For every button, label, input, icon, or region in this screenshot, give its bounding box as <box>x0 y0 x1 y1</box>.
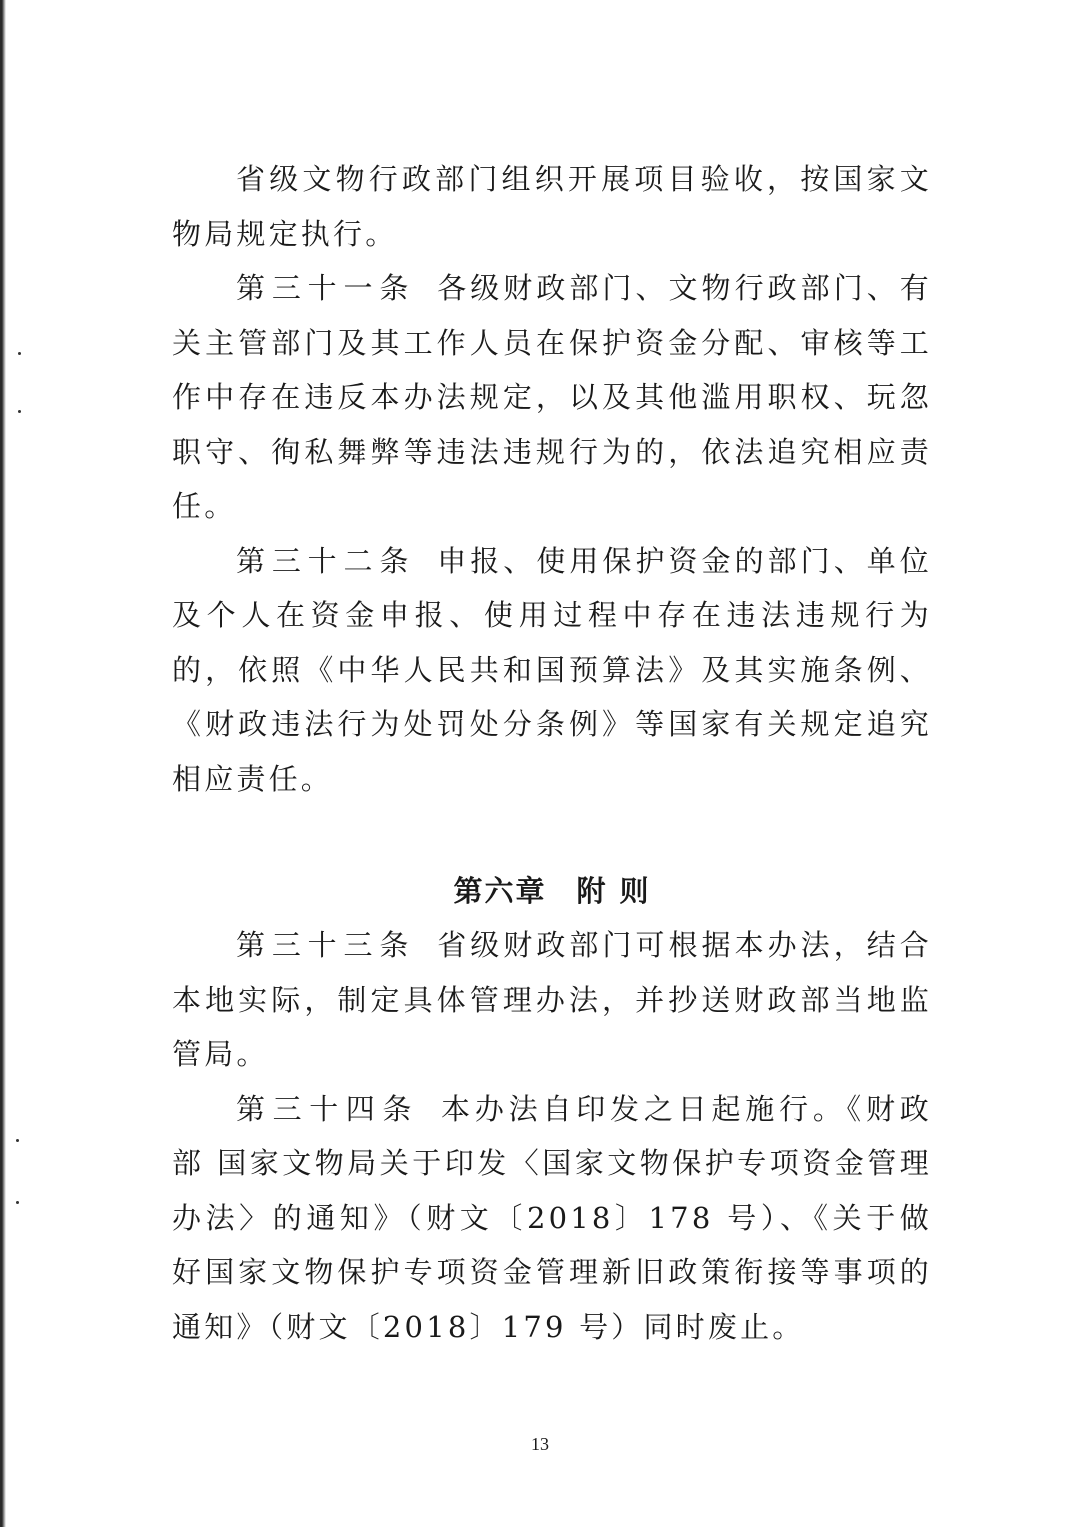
article-32 <box>172 534 932 807</box>
article-number: 第三十二条 <box>236 543 416 578</box>
article-number: 第三十一条 <box>236 271 416 305</box>
chapter-heading <box>172 864 932 918</box>
article-33 <box>172 918 932 1082</box>
article-number: 第三十三条 <box>236 928 416 962</box>
article-text: 各级财政部门、文物行政部门、有关主管部门及其工作人员在保护资金分配、审核等工作中存在违反本办法规定，以及其他滥用职权、玩忽职守、徇私舞弊等违法违规行为的，依法追究相应责任。 <box>172 271 932 523</box>
scan-speck <box>16 1139 19 1142</box>
article-number: 第三十四条 <box>236 1091 420 1126</box>
scan-edge <box>0 0 6 1527</box>
paragraph-continuation <box>172 152 932 261</box>
article-34 <box>172 1082 932 1355</box>
article-text: 本办法自印发之日起施行。《财政部 国家文物局关于印发〈国家文物保护专项资金管理办法〉的通知》（财文〔2018〕178 号）、《关于做好国家文物保护专项资金管理新旧政策衔接等事项的通知》（财文〔2018〕179 号）同时废止。 <box>172 1091 932 1344</box>
scan-speck <box>16 1201 19 1204</box>
scan-speck <box>18 410 21 413</box>
chapter-title: 附 则 <box>576 874 651 908</box>
article-text: 申报、使用保护资金的部门、单位及个人在资金申报、使用过程中存在违法违规行为的，依照《中华人民共和国预算法》及其实施条例、《财政违法行为处罚处分条例》等国家有关规定追究相应责任。 <box>172 543 932 796</box>
chapter-number: 第六章 <box>453 874 547 908</box>
scan-speck <box>18 352 21 355</box>
document-body <box>172 152 932 1354</box>
article-31 <box>172 261 932 534</box>
page-number: 13 <box>531 1434 549 1454</box>
article-text: 省级财政部门可根据本办法，结合本地实际，制定具体管理办法，并抄送财政部当地监管局。 <box>172 928 932 1071</box>
paragraph-text: 省级文物行政部门组织开展项目验收，按国家文物局规定执行。 <box>172 162 932 251</box>
